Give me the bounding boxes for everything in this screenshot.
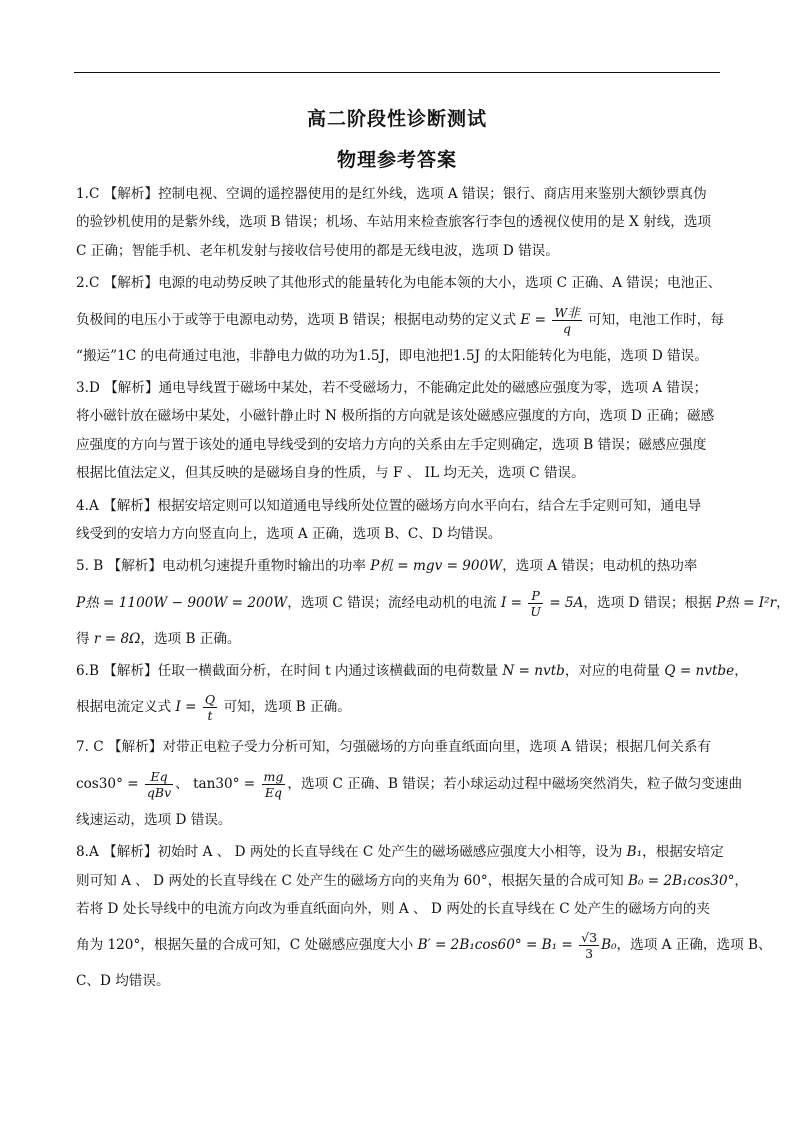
text-segment: 6.B 【解析】任取一横截面分析，在时间 t 内通过该横截面的电荷数量 xyxy=(76,663,503,680)
answer-line xyxy=(76,923,772,967)
text-segment: I = xyxy=(175,699,201,716)
answer-line xyxy=(76,459,719,487)
text-segment: cos30° = xyxy=(76,775,143,792)
text-segment: ，选项 A 正确，选项 B、 xyxy=(616,937,772,954)
text-segment: U xyxy=(530,603,541,619)
text-segment: 、 tan30° = xyxy=(175,775,260,792)
text-segment: 线速运动，选项 D 错误。 xyxy=(76,811,232,828)
answer-line xyxy=(76,342,719,370)
text-segment: 根据电流定义式 xyxy=(76,699,176,716)
answer-line xyxy=(76,237,719,265)
text-segment: t xyxy=(207,708,213,724)
text-segment: Eq xyxy=(145,769,173,785)
text-segment: mg xyxy=(263,768,284,784)
text-segment: I = xyxy=(500,594,527,611)
answer-line xyxy=(76,269,722,297)
text-segment: 应强度的方向与置于该处的通电导线受到的安培力方向的关系由左手定则确定，选项 B 错误；磁感应强度 xyxy=(76,436,707,453)
answer-line xyxy=(76,208,719,236)
answer-list xyxy=(76,180,790,1000)
text-segment: ， xyxy=(734,872,748,889)
answer-line xyxy=(76,967,719,995)
text-segment: C 正确；智能手机、老年机发射与接收信号使用的都是无线电波，选项 D 错误。 xyxy=(76,242,559,259)
answer-line xyxy=(76,685,719,729)
document-subtitle: 物理参考答案 xyxy=(336,149,457,171)
text-segment: ，选项 C 正确、B 错误；若小球运动过程中磁场突然消失，粒子做匀变速曲 xyxy=(287,775,743,792)
formula: P热 = 1100W − 900W = 200W xyxy=(76,594,288,611)
answer-line xyxy=(76,733,719,761)
answer-line xyxy=(76,180,719,208)
text-segment: B₀ xyxy=(601,937,617,954)
text-segment: 3 xyxy=(585,946,594,962)
text-segment: 则可知 A 、 D 两处的长直导线在 C 处产生的磁场方向的夹角为 60°，根据矢量的合成可知 xyxy=(76,872,628,889)
text-segment: 可知，选项 B 正确。 xyxy=(219,699,351,716)
text-segment: = 5A xyxy=(544,594,584,611)
answer-line xyxy=(76,895,719,923)
answer-line xyxy=(76,867,748,895)
formula: Q = nvtbe xyxy=(664,663,735,680)
text-segment: ， xyxy=(776,594,790,611)
text-segment: 将小磁针放在磁场中某处，小磁针静止时 N 极所指的方向就是该处磁感应强度的方向，选项 D 正确；磁感 xyxy=(76,408,715,425)
answer-line xyxy=(76,492,719,520)
answer-line xyxy=(76,762,743,806)
text-segment: 角为 120°，根据矢量的合成可知，C 处磁感应强度大小 xyxy=(76,937,418,954)
answer-line xyxy=(76,838,724,866)
fraction xyxy=(528,588,543,619)
text-segment: 线受到的安培力方向竖直向上，选项 A 正确，选项 B、C、D 均错误。 xyxy=(76,525,502,542)
text-segment: 8.A 【解析】初始时 A 、 D 两处的长直导线在 C 处产生的磁场磁感应强度大小相等，设为 xyxy=(76,844,627,861)
formula: r = 8Ω xyxy=(93,630,141,647)
answer-item-5 xyxy=(76,552,790,653)
formula: N = nvtb xyxy=(502,663,565,680)
text-segment: ，选项 B 正确。 xyxy=(140,630,241,647)
formula: E = xyxy=(520,311,551,328)
fraction xyxy=(262,769,286,800)
answer-item-8 xyxy=(76,838,772,996)
text-segment: ，对应的电荷量 xyxy=(564,663,665,680)
text-segment: Eq xyxy=(264,784,283,800)
text-segment: P xyxy=(528,588,543,604)
text-segment: qBv xyxy=(146,784,172,800)
answer-line xyxy=(76,581,790,625)
answer-line xyxy=(76,431,719,459)
text-segment: 的验钞机使用的是紫外线，选项 B 错误；机场、车站用来检查旅客行李包的透视仪使用的是 X 射线，选项 xyxy=(76,214,712,231)
answer-line xyxy=(76,402,719,430)
answer-item-3 xyxy=(76,374,719,488)
text-segment: 若将 D 处长导线中的电流方向改为垂直纸面向外，则 A 、 D 两处的长直导线在 C 处产生的磁场方向的夹 xyxy=(76,901,710,918)
answer-item-2 xyxy=(76,269,724,370)
text-segment: “搬运”1C 的电荷通过电池，非静电力做的功为1.5J，即电池把1.5J 的太阳能转化为电能，选项 D 错误。 xyxy=(76,347,708,364)
document-title: 高二阶段性诊断测试 xyxy=(306,108,487,130)
text-segment: 根据比值法定义，但其反映的是磁场自身的性质，与 F 、 IL 均无关，选项 C 错误。 xyxy=(76,465,585,482)
text-segment: 可知，电池工作时，每 xyxy=(583,311,724,328)
text-segment: ，选项 D 错误；根据 xyxy=(583,594,717,611)
fraction xyxy=(203,692,217,723)
fraction xyxy=(145,769,173,800)
text-segment: √3 xyxy=(581,930,598,946)
answer-item-4 xyxy=(76,492,719,549)
answer-line xyxy=(76,806,719,834)
text-segment: 1.C 【解析】控制电视、空调的遥控器使用的是红外线，选项 A 错误；银行、商店用来鉴别大额钞票真伪 xyxy=(76,186,707,202)
answer-line xyxy=(76,625,719,653)
fraction xyxy=(552,305,581,336)
answer-line xyxy=(76,657,748,685)
text-segment: ，选项 C 错误；流经电动机的电流 xyxy=(287,594,501,611)
text-segment: 2.C 【解析】电源的电动势反映了其他形式的能量转化为电能本领的大小，选项 C 正确、A 错误；电池正、 xyxy=(76,275,722,292)
text-segment: 得 xyxy=(76,630,94,647)
answer-line xyxy=(76,374,719,402)
formula: P热 = I²r xyxy=(716,594,777,611)
formula: B₀ = 2B₁cos30° xyxy=(627,872,735,889)
text-segment: ，根据安培定 xyxy=(642,844,724,861)
formula: B₁ xyxy=(626,844,643,861)
text-segment: C、D 均错误。 xyxy=(76,973,170,990)
answer-line xyxy=(76,552,719,580)
header-rule xyxy=(74,72,720,73)
text-segment: ， xyxy=(734,663,748,680)
formula: B′ = 2B₁cos60° = B₁ = xyxy=(417,937,578,954)
text-segment: 4.A 【解析】根据安培定则可以知道通电导线所处位置的磁场方向水平向右，结合左手定则可知，通电导 xyxy=(76,497,702,514)
answer-line xyxy=(76,298,724,342)
text-segment: Q xyxy=(204,692,216,708)
formula: P机 = mgv = 900W xyxy=(370,558,503,575)
text-segment: 5. B 【解析】电动机匀速提升重物时输出的功率 xyxy=(76,558,371,575)
text-segment: ，选项 A 错误；电动机的热功率 xyxy=(502,558,698,575)
text-segment: 3.D 【解析】通电导线置于磁场中某处，若不受磁场力，不能确定此处的磁感应强度为零，选项 A 错误； xyxy=(76,379,708,396)
fraction xyxy=(579,930,599,961)
text-segment: 负极间的电压小于或等于电源电动势，选项 B 错误；根据电动势的定义式 xyxy=(76,311,521,328)
text-segment: 7. C 【解析】对带正电粒子受力分析可知，匀强磁场的方向垂直纸面向里，选项 A 错误；根据几何关系有 xyxy=(76,739,712,756)
answer-line xyxy=(76,520,719,548)
text-segment: W非 xyxy=(554,304,580,320)
answer-item-6 xyxy=(76,657,748,729)
answer-item-7 xyxy=(76,733,743,834)
answer-item-1 xyxy=(76,180,719,265)
text-segment: q xyxy=(563,320,572,336)
